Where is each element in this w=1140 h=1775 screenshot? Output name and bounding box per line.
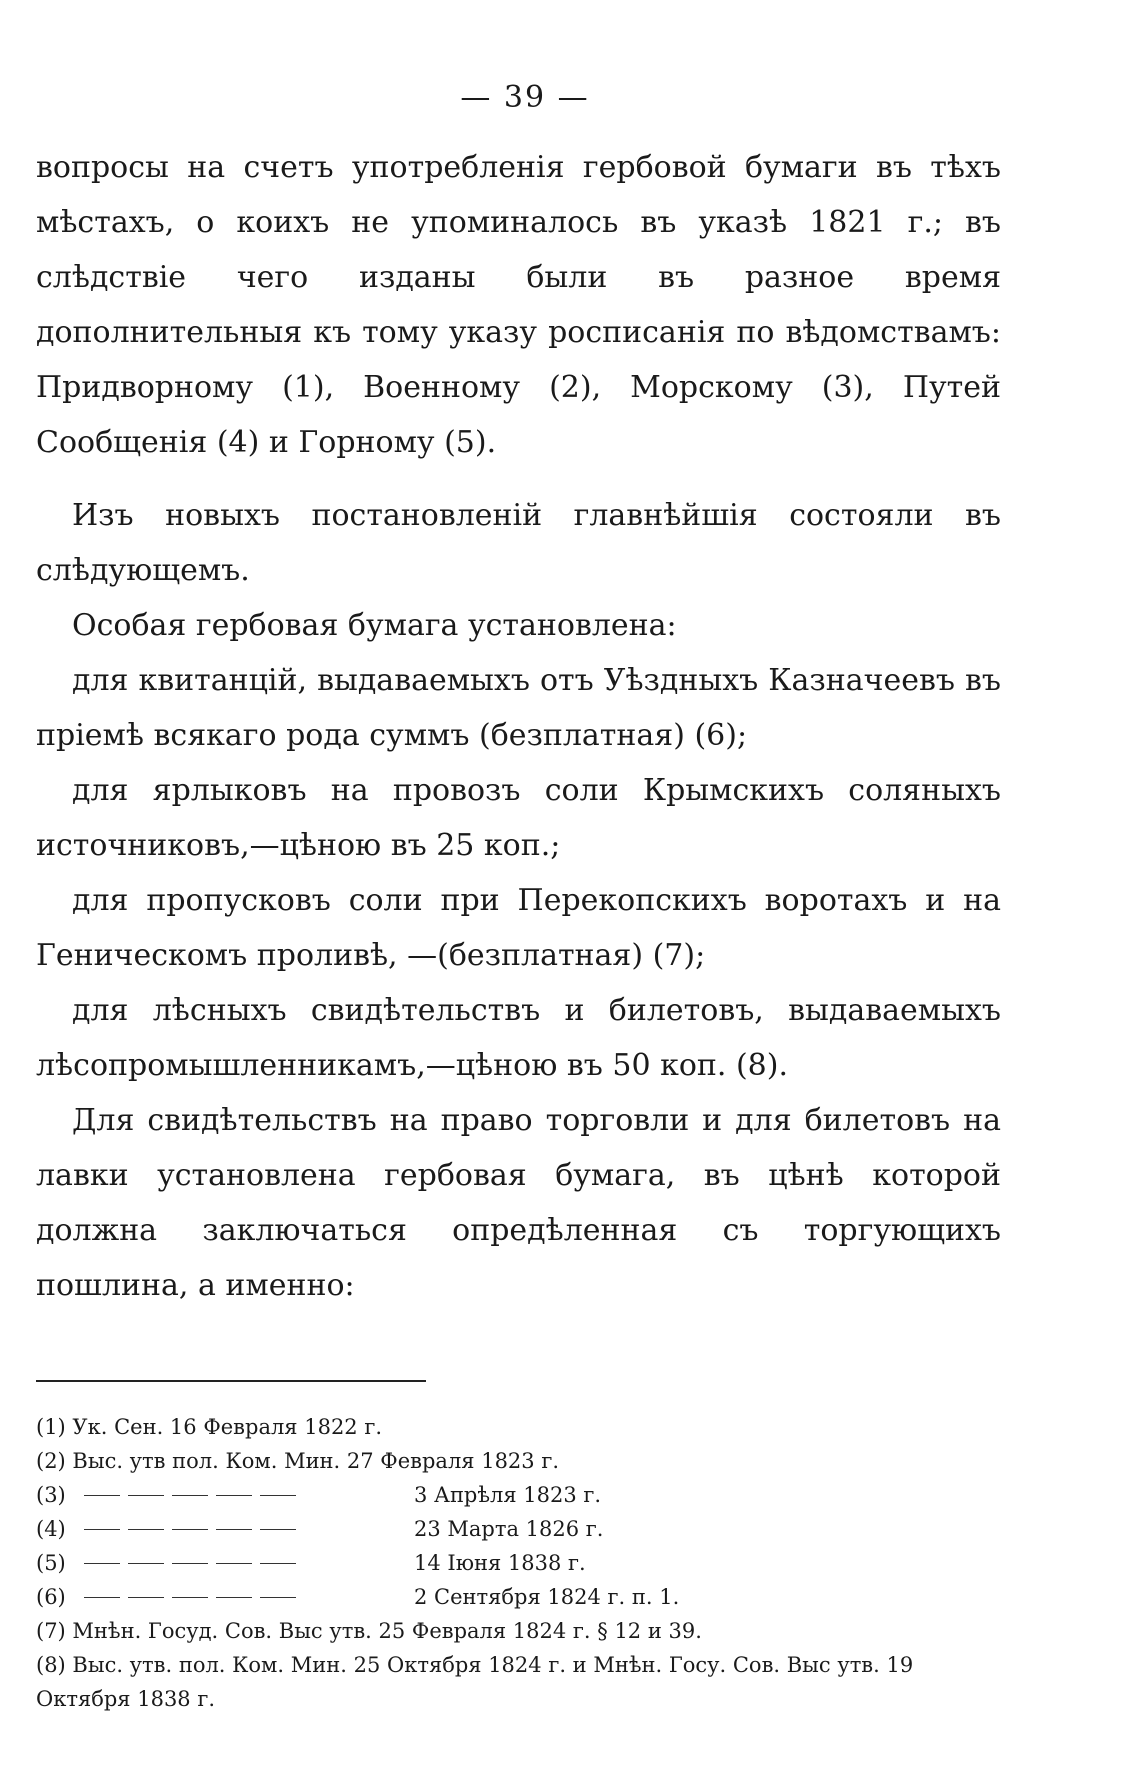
- footnote-4-marker: (4): [36, 1517, 66, 1541]
- footnote-2: (2) Выс. утв пол. Ком. Мин. 27 Февраля 1823 г.: [36, 1449, 560, 1473]
- footnote-3: [36, 1478, 1001, 1512]
- paragraph-6: для пропусковъ соли при Перекопскихъ воротахъ и на Геническомъ проливѣ, —(безплатная) (7);: [36, 883, 1001, 973]
- paragraph-3: Особая гербовая бумага установлена:: [72, 608, 677, 643]
- ditto-dashes: [84, 1597, 414, 1598]
- footnote-7: (7) Мнѣн. Госуд. Сов. Выс утв. 25 Февраля 1824 г. § 12 и 39.: [36, 1619, 702, 1643]
- footnote-5: [36, 1546, 1001, 1580]
- footnote-3-marker: (3): [36, 1483, 66, 1507]
- footnote-8: (8) Выс. утв. пол. Ком. Мин. 25 Октября 1824 г. и Мнѣн. Госу. Сов. Выс утв. 19 Октября 1838 г.: [36, 1653, 914, 1711]
- footnote-1: (1) Ук. Сен. 16 Февраля 1822 г.: [36, 1415, 383, 1439]
- paragraph-1: вопросы на счетъ употребленія гербовой бумаги въ тѣхъ мѣстахъ, о коихъ не упоминалось въ указѣ 1821 г.; въ слѣдствіе чего изданы были въ разное время дополнительныя къ тому указу росписанія по вѣдомствамъ: Придворному (1), Военному (2), Морскому (3), Путей Сообщенія (4) и Горному (5).: [36, 150, 1001, 460]
- footnote-5-marker: (5): [36, 1551, 66, 1575]
- footnote-divider: [36, 1380, 426, 1382]
- page-number: — 39 —: [460, 80, 590, 115]
- footnote-6-text: 2 Сентября 1824 г. п. 1.: [414, 1585, 680, 1609]
- footnote-4: [36, 1512, 1001, 1546]
- ditto-dashes: [84, 1563, 414, 1564]
- paragraph-2: Изъ новыхъ постановленій главнѣйшія состояли въ слѣдующемъ.: [36, 498, 1001, 588]
- paragraph-8: Для свидѣтельствъ на право торговли и для билетовъ на лавки установлена гербовая бумага, въ цѣнѣ которой должна заключаться опредѣленная съ торгующихъ пошлина, а именно:: [36, 1103, 1001, 1303]
- paragraph-7: для лѣсныхъ свидѣтельствъ и билетовъ, выдаваемыхъ лѣсопромышленникамъ,—цѣною въ 50 коп. (8).: [36, 993, 1001, 1083]
- paragraph-4: для квитанцій, выдаваемыхъ отъ Уѣздныхъ Казначеевъ въ пріемѣ всякаго рода суммъ (безплатная) (6);: [36, 663, 1001, 753]
- footnote-3-text: 3 Апрѣля 1823 г.: [414, 1483, 602, 1507]
- main-text: [36, 140, 1001, 1313]
- footnote-4-text: 23 Марта 1826 г.: [414, 1517, 604, 1541]
- ditto-dashes: [84, 1529, 414, 1530]
- ditto-dashes: [84, 1495, 414, 1496]
- paragraph-5: для ярлыковъ на провозъ соли Крымскихъ соляныхъ источниковъ,—цѣною въ 25 коп.;: [36, 773, 1001, 863]
- footnote-5-text: 14 Іюня 1838 г.: [414, 1551, 586, 1575]
- footnote-6-marker: (6): [36, 1585, 66, 1609]
- footnote-6: [36, 1580, 1001, 1614]
- footnotes: [36, 1410, 1001, 1716]
